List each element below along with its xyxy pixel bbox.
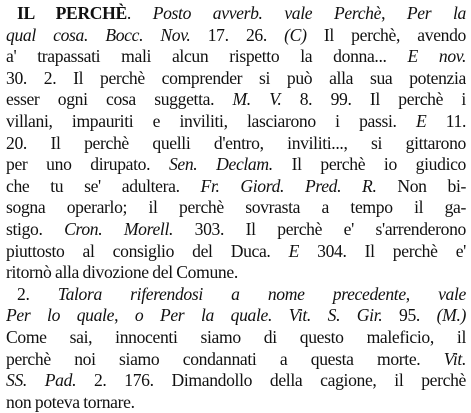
entry-line	[6, 154, 466, 176]
italic-text: o Per la quale. Vit. S. Gir.	[134, 305, 383, 326]
entry-line	[6, 241, 466, 263]
body-text: stigo.	[6, 218, 65, 239]
body-text: piuttosto al consiglio del Duca.	[6, 240, 289, 261]
italic-text: Per lo quale	[6, 305, 115, 326]
italic-text: Fr. Giord. Pred. R.	[200, 175, 377, 196]
entry-line	[6, 305, 466, 327]
entry-line	[6, 370, 466, 392]
italic-text: E nov.	[407, 46, 466, 67]
body-text: villani, impauriti e inviliti, lasciarono i passi.	[6, 110, 416, 131]
body-text: che tu se' adultera.	[6, 175, 201, 196]
italic-text: Sen. Declam.	[168, 154, 273, 175]
body-text: 304. Il perchè e'	[299, 240, 466, 261]
entry-line	[6, 392, 466, 413]
entry-line	[6, 327, 466, 349]
entry-line	[6, 197, 466, 219]
body-text: 17. 26.	[190, 24, 285, 45]
italic-text: E	[415, 110, 427, 131]
entry-line	[6, 25, 466, 47]
entry-line	[6, 111, 466, 133]
italic-text: M. V.	[232, 89, 282, 110]
italic-text: Vit.	[443, 348, 466, 369]
body-text: 303. Il perchè e' s'arrenderono	[173, 218, 466, 239]
entry-line	[6, 89, 466, 111]
entry-line	[6, 284, 466, 306]
body-text: ,	[381, 3, 407, 23]
entry-line	[6, 262, 466, 284]
body-text: ritornò alla divozione del Comune.	[6, 262, 238, 283]
body-text: sogna operarlo; il perchè sovrasta a tempo il ga-	[6, 197, 466, 218]
body-text: 8. 99. Il perchè i	[281, 89, 466, 110]
body-text: 11.	[426, 110, 466, 131]
body-text: Il perchè io giudico	[272, 154, 466, 175]
italic-text: qual cosa. Bocc. Nov.	[6, 24, 191, 45]
body-text: Non bi-	[376, 175, 466, 196]
body-text: a' trapassati mali alcun rispetto la donna...	[6, 46, 408, 67]
body-text: Come sai, innocenti siamo di questo maleficio, il	[6, 326, 466, 347]
body-text: .	[126, 3, 153, 23]
italic-text: Talora riferendosi a nome precedente	[57, 283, 406, 304]
italic-text: E	[288, 240, 300, 261]
entry-line	[6, 349, 466, 371]
entry-line	[6, 68, 466, 90]
italic-text: vale	[438, 283, 466, 304]
body-text: 2. 176. Dimandollo della cagione, il perchè	[76, 370, 466, 391]
dictionary-entry	[6, 3, 466, 413]
body-text: 2.	[17, 283, 58, 304]
body-text: ,	[114, 305, 135, 326]
body-text: esser ogni cosa suggetta.	[6, 89, 233, 110]
body-text: perchè noi siamo condannati a questa morte.	[6, 348, 444, 369]
body-text: per uno dirupato.	[6, 154, 169, 175]
body-text: 20. Il perchè quelli d'entro, inviliti..., si gittarono	[6, 132, 466, 153]
entry-line	[6, 46, 466, 68]
body-text: 30. 2. Il perchè comprender si può alla sua potenzia	[6, 67, 466, 88]
entry-line	[6, 133, 466, 155]
italic-text: SS. Pad.	[6, 370, 77, 391]
body-text: Il perchè, avendo	[306, 24, 466, 45]
entry-line	[6, 3, 466, 25]
body-text: 95.	[382, 305, 437, 326]
body-text: ,	[405, 283, 439, 304]
headword: IL PERCHÈ	[17, 3, 127, 23]
italic-text: Per la	[406, 3, 466, 23]
body-text: non poteva tornare.	[6, 391, 135, 412]
italic-text: Posto avverb. vale Perchè	[152, 3, 382, 23]
entry-line	[6, 219, 466, 241]
entry-line	[6, 176, 466, 198]
italic-text: Cron. Morell.	[64, 218, 174, 239]
italic-text: (C)	[284, 24, 307, 45]
italic-text: (M.)	[436, 305, 466, 326]
